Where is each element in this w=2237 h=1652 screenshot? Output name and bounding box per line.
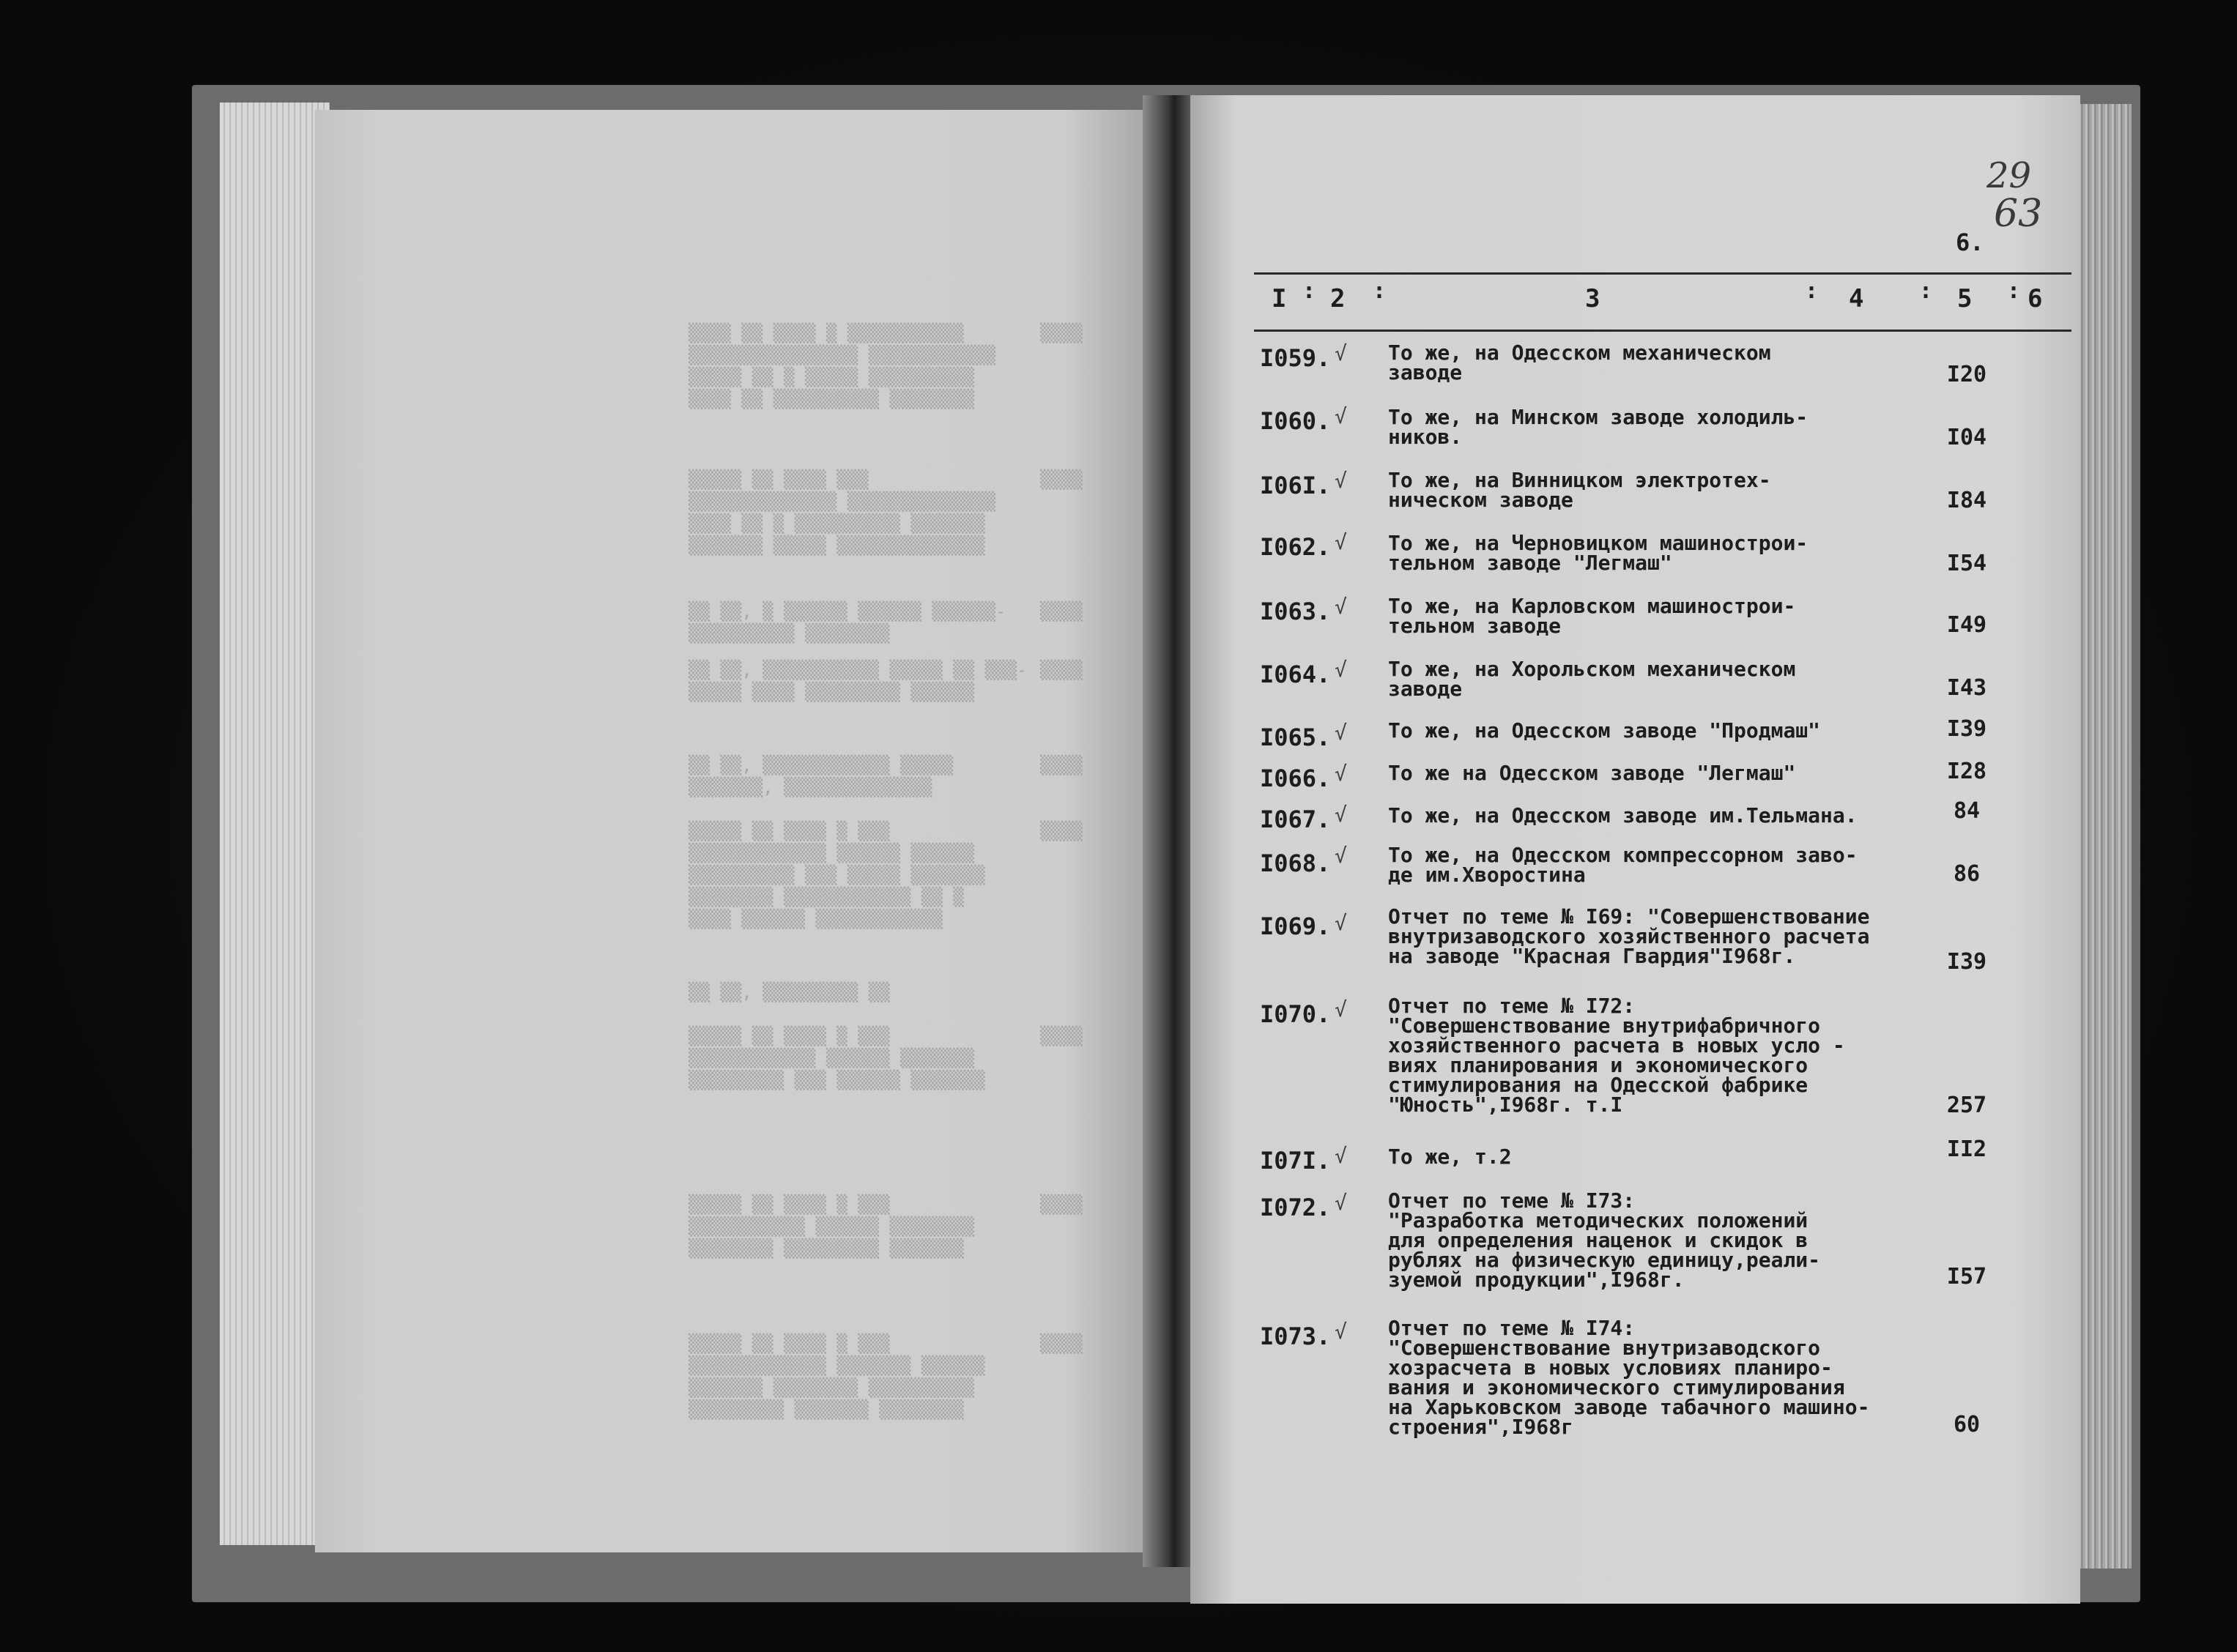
entry-description: То же на Одесском заводе "Легмаш" xyxy=(1388,761,1796,785)
checkmark-icon: √ xyxy=(1335,595,1347,619)
entry-description: То же, на Одесском заводе им.Тельмана. xyxy=(1388,803,1858,827)
header-bottom-rule xyxy=(1254,330,2071,332)
header-top-rule xyxy=(1254,272,2071,275)
entry-description: То же, на Хорольском механическом заводе xyxy=(1388,657,1796,701)
col-header-2: 2 xyxy=(1330,284,1346,313)
checkmark-icon: √ xyxy=(1335,803,1347,827)
entry-description: Отчет по теме № I74: "Совершенствование внутризаводского хозрасчета в новых условиях планиро- вания и экономического стимулирования на Харьковском заводе табачного машино- строения",I968г xyxy=(1388,1316,1870,1439)
entry-number: I06I. xyxy=(1260,472,1331,499)
entry-page-count: I28 xyxy=(1946,759,1987,784)
entry-description: То же, на Черновицком машинострои- тельном заводе "Легмаш" xyxy=(1388,531,1808,575)
entry-description: То же, на Одесском механическом заводе xyxy=(1388,341,1771,384)
col-separator: : xyxy=(1805,278,1819,304)
entry-page-count: I39 xyxy=(1946,716,1987,742)
entry-number: I070. xyxy=(1260,1000,1331,1028)
entry-page-count: 86 xyxy=(1953,861,1981,887)
entry-page-count: II2 xyxy=(1946,1136,1987,1162)
entry-description: То же, на Одесском заводе "Продмаш" xyxy=(1388,718,1821,743)
col-header-1: I xyxy=(1272,284,1287,313)
entry-page-count: I43 xyxy=(1946,675,1987,701)
checkmark-icon: √ xyxy=(1335,469,1347,493)
entry-page-count: I54 xyxy=(1946,551,1987,576)
entry-description: Отчет по теме № I69: "Совершенствование внутризаводского хозяйственного расчета на заводе "Красная Гвардия"I968г. xyxy=(1388,904,1870,968)
pencil-mark-top: 29 xyxy=(1986,155,2032,196)
entry-description: То же, т.2 xyxy=(1388,1145,1512,1169)
pencil-mark-bottom: 63 xyxy=(1994,192,2043,236)
entry-page-count: I39 xyxy=(1946,949,1987,975)
checkmark-icon: √ xyxy=(1335,341,1347,365)
checkmark-icon: √ xyxy=(1335,844,1347,868)
col-separator: : xyxy=(2007,278,2021,304)
checkmark-icon: √ xyxy=(1335,997,1347,1022)
entry-number: I065. xyxy=(1260,723,1331,751)
typed-page-number: 6. xyxy=(1956,228,1984,256)
entry-page-count: I04 xyxy=(1946,425,1987,450)
entry-number: I07I. xyxy=(1260,1147,1331,1175)
checkmark-icon: √ xyxy=(1335,1191,1347,1215)
checkmark-icon: √ xyxy=(1335,658,1347,682)
entry-number: I067. xyxy=(1260,805,1331,833)
entry-page-count: 257 xyxy=(1946,1093,1987,1118)
entry-page-count: I20 xyxy=(1946,362,1987,387)
entry-page-count: 84 xyxy=(1953,798,1981,824)
checkmark-icon: √ xyxy=(1335,1144,1347,1168)
entry-description: Отчет по теме № I72: "Совершенствование внутрифабричного хозяйственного расчета в новых усло - виях планирования и экономического стимулирования на Одесской фабрике "Юность",I968г. т.I xyxy=(1388,994,1845,1117)
entry-number: I059. xyxy=(1260,344,1331,372)
entry-page-count: I57 xyxy=(1946,1264,1987,1290)
entry-number: I062. xyxy=(1260,533,1331,561)
col-header-4: 4 xyxy=(1849,284,1864,313)
checkmark-icon: √ xyxy=(1335,1320,1347,1344)
entry-number: I069. xyxy=(1260,912,1331,940)
checkmark-icon: √ xyxy=(1335,762,1347,786)
checkmark-icon: √ xyxy=(1335,530,1347,554)
entry-description: Отчет по теме № I73: "Разработка методических положений для определения наценок и скидок в рублях на физическую единицу,реали- зуемой продукции",I968г. xyxy=(1388,1188,1821,1292)
checkmark-icon: √ xyxy=(1335,404,1347,428)
entry-number: I072. xyxy=(1260,1194,1331,1221)
entry-page-count: 60 xyxy=(1953,1412,1981,1437)
entry-description: То же, на Одесском компрессорном заво- де им.Хворостина xyxy=(1388,843,1858,887)
entry-number: I064. xyxy=(1260,661,1331,688)
col-separator: : xyxy=(1919,278,1933,304)
checkmark-icon: √ xyxy=(1335,721,1347,745)
entry-page-count: I49 xyxy=(1946,612,1987,638)
entry-number: I073. xyxy=(1260,1322,1331,1350)
entry-number: I063. xyxy=(1260,598,1331,625)
entry-description: То же, на Карловском машинострои- тельном заводе xyxy=(1388,594,1796,638)
entry-number: I066. xyxy=(1260,764,1331,792)
entry-description: То же, на Минском заводе холодиль- ников. xyxy=(1388,405,1808,449)
col-separator: : xyxy=(1302,278,1316,304)
entry-description: То же, на Винницком электротех- ническом заводе xyxy=(1388,468,1771,512)
col-header-3: 3 xyxy=(1585,284,1600,313)
checkmark-icon: √ xyxy=(1335,911,1347,935)
col-header-5: 5 xyxy=(1957,284,1973,313)
col-header-6: 6 xyxy=(2028,284,2043,313)
col-separator: : xyxy=(1373,278,1387,304)
entry-page-count: I84 xyxy=(1946,488,1987,513)
entry-number: I060. xyxy=(1260,407,1331,435)
entry-number: I068. xyxy=(1260,849,1331,877)
page-edges-left xyxy=(220,103,330,1545)
